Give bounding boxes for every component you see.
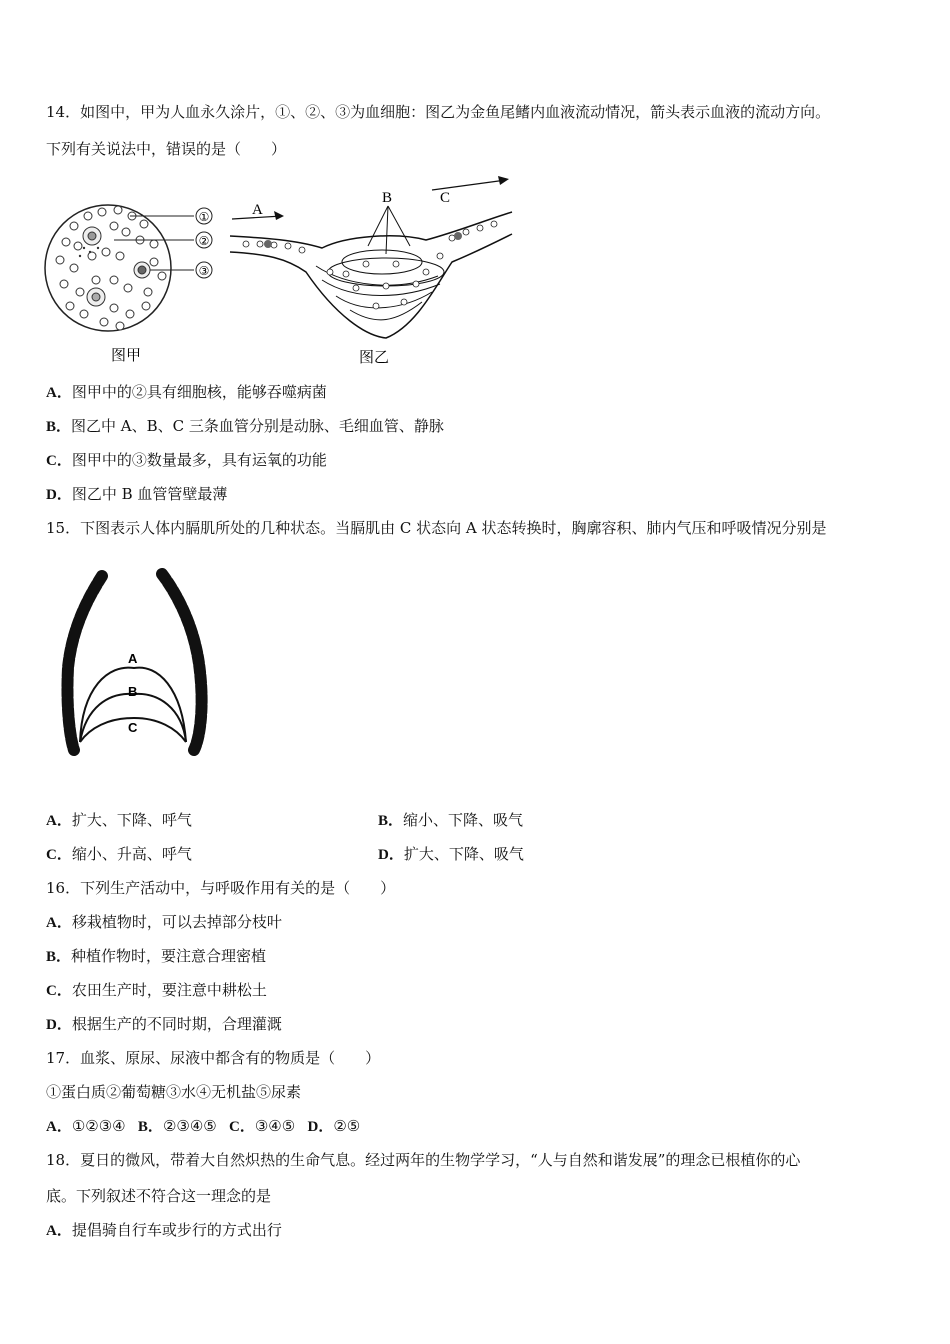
q17-stem: 17．血浆、原尿、尿液中都含有的物质是（ ）	[46, 1049, 381, 1067]
q17-options: A．①②③④ B．②③④⑤ C．③④⑤ D．②⑤	[46, 1117, 361, 1135]
label-b: B	[382, 190, 393, 206]
figure-jia-caption: 图甲	[110, 346, 142, 364]
q15-stem: 15．下图表示人体内膈肌所处的几种状态。当膈肌由 C 状态向 A 状态转换时，胸廓容积、肺内气压和呼吸情况分别是	[46, 519, 827, 537]
q14-option-d: D．图乙中 B 血管管壁最薄	[46, 485, 228, 503]
diaphragm-label-a: A	[128, 651, 138, 666]
q18-stem-line2: 底。下列叙述不符合这一理念的是	[46, 1187, 272, 1205]
q15-option-b: B．缩小、下降、吸气	[378, 811, 524, 829]
label-c: C	[440, 190, 451, 206]
diaphragm-label-c: C	[128, 720, 138, 735]
diaphragm-figure	[58, 568, 228, 764]
q18-option-a: A．提倡骑自行车或步行的方式出行	[46, 1221, 282, 1239]
marker-2: ②	[198, 234, 210, 248]
q16-option-a: A．移栽植物时，可以去掉部分枝叶	[46, 913, 282, 931]
q14-option-a: A．图甲中的②具有细胞核，能够吞噬病菌	[46, 383, 327, 401]
q14-option-c: C．图甲中的③数量最多，具有运氧的功能	[46, 451, 327, 469]
q16-option-b: B．种植作物时，要注意合理密植	[46, 947, 267, 965]
q14-stem-line2: 下列有关说法中，错误的是（ ）	[46, 140, 287, 158]
q16-option-d: D．根据生产的不同时期，合理灌溉	[46, 1015, 282, 1033]
q14-option-b: B．图乙中 A、B、C 三条血管分别是动脉、毛细血管、静脉	[46, 417, 444, 435]
marker-3: ③	[198, 264, 210, 278]
q15-option-c: C．缩小、升高、呼气	[46, 845, 192, 863]
q14-stem-line1: 14．如图中，甲为人血永久涂片，①、②、③为血细胞：图乙为金鱼尾鳍内血液流动情况，箭头表示血液的流动方向。	[46, 103, 831, 121]
tail-fin-vessel-figure	[226, 176, 522, 370]
diaphragm-label-b: B	[128, 684, 138, 699]
q16-stem: 16．下列生产活动中，与呼吸作用有关的是（ ）	[46, 879, 396, 897]
label-a: A	[252, 202, 263, 218]
blood-smear-figure	[44, 196, 224, 368]
marker-1: ①	[198, 210, 210, 224]
q15-option-a: A．扩大、下降、呼气	[46, 811, 192, 829]
q17-items: ①蛋白质②葡萄糖③水④无机盐⑤尿素	[46, 1083, 302, 1101]
q15-option-d: D．扩大、下降、吸气	[378, 845, 524, 863]
figure-yi-caption: 图乙	[358, 348, 390, 366]
q16-option-c: C．农田生产时，要注意中耕松土	[46, 981, 267, 999]
q18-stem-line1: 18．夏日的微风，带着大自然炽热的生命气息。经过两年的生物学学习，“人与自然和谐发展”的理念已根植你的心	[46, 1151, 801, 1169]
